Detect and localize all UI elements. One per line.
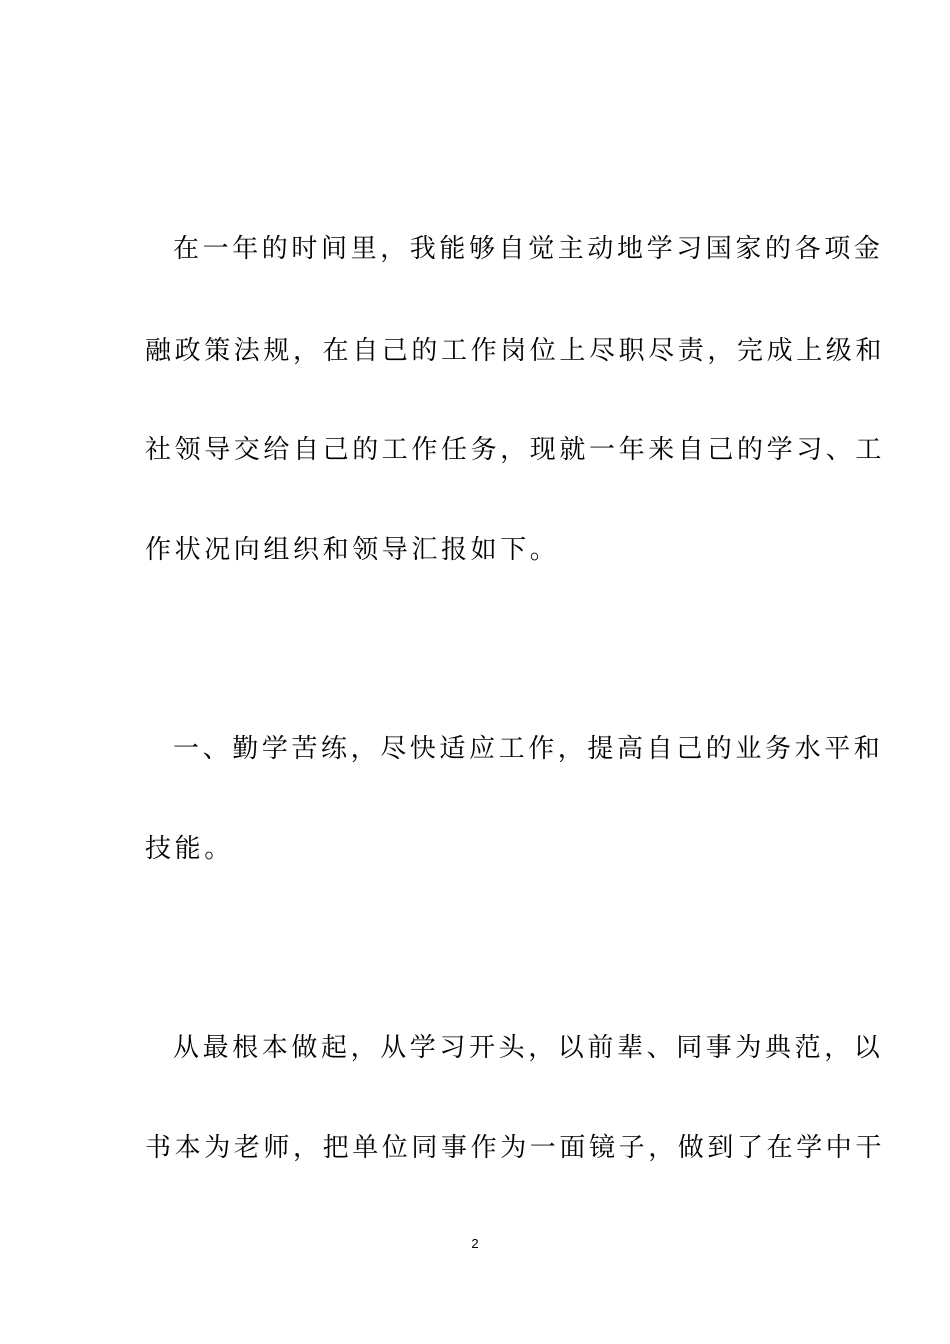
paragraph-3-line-1: 从最根本做起，从学习开头，以前辈、同事为典范，以 <box>173 1033 884 1063</box>
paragraph-1-line-3: 社领导交给自己的工作任务，现就一年来自己的学习、工 <box>145 435 886 465</box>
paragraph-1-line-1: 在一年的时间里，我能够自觉主动地学习国家的各项金 <box>173 234 884 264</box>
paragraph-1-line-2: 融政策法规，在自己的工作岗位上尽职尽责，完成上级和 <box>145 336 886 366</box>
section-heading-line-2: 技能。 <box>145 834 234 864</box>
page-number: 2 <box>471 1236 479 1251</box>
section-heading-line-1: 一、勤学苦练，尽快适应工作，提高自己的业务水平和 <box>173 734 884 764</box>
paragraph-3-line-2: 书本为老师，把单位同事作为一面镜子，做到了在学中干 <box>145 1133 886 1163</box>
paragraph-1-line-4: 作状况向组织和领导汇报如下。 <box>145 535 560 565</box>
